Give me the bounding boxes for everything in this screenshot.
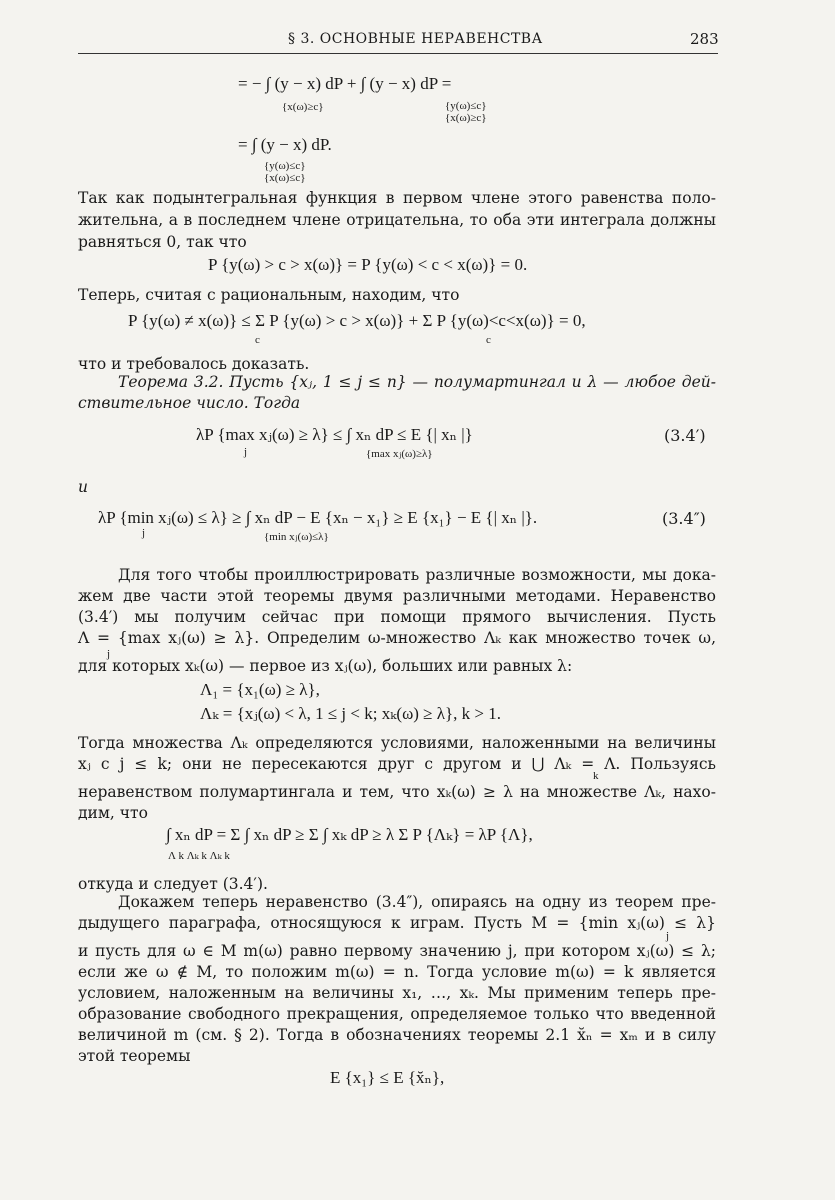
formula-5-sub: {min xⱼ(ω)≤λ} bbox=[264, 531, 329, 543]
formula-1-line-1: = − ∫ (y − x) dP + ∫ (y − x) dP = bbox=[238, 74, 452, 93]
formula-1-sub-c2: {x(ω)≤c} bbox=[264, 172, 306, 184]
paragraph-1-line-1: Так как подынтегральная функция в первом члене этого равенства поло- bbox=[78, 189, 716, 207]
paragraph-5-sub-k: k bbox=[593, 770, 599, 782]
page-number: 283 bbox=[690, 30, 719, 48]
formula-4-sub: {max xⱼ(ω)≥λ} bbox=[366, 448, 433, 460]
formula-4-sub-j: j bbox=[244, 446, 248, 458]
formula-4: λP {max xⱼ(ω) ≥ λ} ≤ ∫ xₙ dP ≤ E {| xₙ |} bbox=[196, 425, 473, 444]
formula-7: ∫ xₙ dP = Σ ∫ xₙ dP ≥ Σ ∫ xₖ dP ≥ λ Σ P {Λₖ} = λP {Λ}, bbox=[166, 825, 533, 844]
paragraph-7-line-7: величиной m (см. § 2). Тогда в обозначениях теоремы 2.1 x̆ₙ = xₘ и в силу bbox=[78, 1026, 716, 1044]
paragraph-7-sub-j: j bbox=[666, 930, 670, 942]
paragraph-6: откуда и следует (3.4′). bbox=[78, 875, 268, 893]
paragraph-7-line-1: Докажем теперь неравенство (3.4″), опираясь на одну из теорем пре- bbox=[118, 893, 716, 911]
formula-3-sub-c1: c bbox=[255, 334, 260, 346]
formula-7-sub: Λ k Λₖ k Λₖ k bbox=[168, 850, 230, 862]
paragraph-4-line-3: (3.4′) мы получим сейчас при помощи прямого вычисления. Пусть bbox=[78, 608, 716, 626]
paragraph-4-line-1: Для того чтобы проиллюстрировать различные возможности, мы дока- bbox=[118, 566, 716, 584]
formula-1-sub-b2: {x(ω)≥c} bbox=[445, 112, 487, 124]
formula-8: E {x₁} ≤ E {x̆ₙ}, bbox=[330, 1068, 445, 1087]
formula-6-line-2: Λₖ = {xⱼ(ω) < λ, 1 ≤ j < k; xₖ(ω) ≥ λ}, k > 1. bbox=[200, 704, 502, 723]
paragraph-1-line-2: жительна, а в последнем члене отрицательна, то оба эти интеграла должны bbox=[78, 211, 716, 229]
paragraph-2: Теперь, считая c рациональным, находим, что bbox=[78, 286, 460, 304]
formula-1-sub-c1: {y(ω)≤c} bbox=[264, 160, 306, 172]
paragraph-5-line-1: Тогда множества Λₖ определяются условиями, наложенными на величины bbox=[78, 734, 716, 752]
paragraph-5-line-4: дим, что bbox=[78, 804, 148, 822]
paragraph-4-line-4: Λ = {max xⱼ(ω) ≥ λ}. Определим ω-множество Λₖ как множество точек ω, bbox=[78, 629, 716, 647]
formula-1-sub-b1: {y(ω)≤c} bbox=[445, 100, 487, 112]
equation-label-3-4-double-prime: (3.4″) bbox=[662, 509, 706, 528]
formula-1-sub-a: {x(ω)≥c} bbox=[282, 101, 324, 113]
conjunction-and: и bbox=[78, 478, 88, 496]
formula-5: λP {min xⱼ(ω) ≤ λ} ≥ ∫ xₙ dP − E {xₙ − x₁} ≥ E {x₁} − E {| xₙ |}. bbox=[98, 508, 538, 527]
running-title: § 3. ОСНОВНЫЕ НЕРАВЕНСТВА bbox=[288, 31, 543, 47]
paragraph-7-line-2: дыдущего параграфа, относящуюся к играм. Пусть M = {min xⱼ(ω) ≤ λ} bbox=[78, 914, 716, 932]
paragraph-7-line-3: и пусть для ω ∈ M m(ω) равно первому значению j, при котором xⱼ(ω) ≤ λ; bbox=[78, 942, 716, 960]
formula-5-sub-j: j bbox=[142, 527, 146, 539]
paragraph-4-line-2: жем две части этой теоремы двумя различными методами. Неравенство bbox=[78, 587, 716, 605]
paragraph-3: что и требовалось доказать. bbox=[78, 355, 310, 373]
paragraph-7-line-6: образование свободного прекращения, определяемое только что введенной bbox=[78, 1005, 716, 1023]
formula-3: P {y(ω) ≠ x(ω)} ≤ Σ P {y(ω) > c > x(ω)} + Σ P {y(ω)<c<x(ω)} = 0, bbox=[128, 311, 586, 330]
equation-label-3-4-prime: (3.4′) bbox=[664, 426, 706, 445]
formula-1-line-2: = ∫ (y − x) dP. bbox=[238, 135, 332, 154]
paragraph-7-line-4: если же ω ∉ M, то положим m(ω) = n. Тогда условие m(ω) = k является bbox=[78, 963, 716, 981]
paragraph-7-line-8: этой теоремы bbox=[78, 1047, 191, 1065]
paragraph-4-sub-j: j bbox=[107, 648, 111, 660]
header-rule bbox=[78, 53, 718, 54]
theorem-line-1: Теорема 3.2. Пусть {xⱼ, 1 ≤ j ≤ n} — полумартингал и λ — любое дей- bbox=[118, 373, 716, 391]
paragraph-4-line-5: для которых xₖ(ω) — первое из xⱼ(ω), больших или равных λ: bbox=[78, 657, 573, 675]
formula-3-sub-c2: c bbox=[486, 334, 491, 346]
paragraph-1-line-3: равняться 0, так что bbox=[78, 233, 247, 251]
formula-6-line-1: Λ₁ = {x₁(ω) ≥ λ}, bbox=[200, 680, 320, 699]
paragraph-5-line-2: xⱼ с j ≤ k; они не пересекаются друг с другом и ⋃ Λₖ = Λ. Пользуясь bbox=[78, 755, 716, 773]
formula-2: P {y(ω) > c > x(ω)} = P {y(ω) < c < x(ω)} = 0. bbox=[208, 255, 528, 274]
paragraph-5-line-3: неравенством полумартингала и тем, что xₖ(ω) ≥ λ на множестве Λₖ, нахо- bbox=[78, 783, 716, 801]
theorem-line-2: ствительное число. Тогда bbox=[78, 394, 301, 412]
paragraph-7-line-5: условием, наложенным на величины x₁, …, xₖ. Мы применим теперь пре- bbox=[78, 984, 716, 1002]
